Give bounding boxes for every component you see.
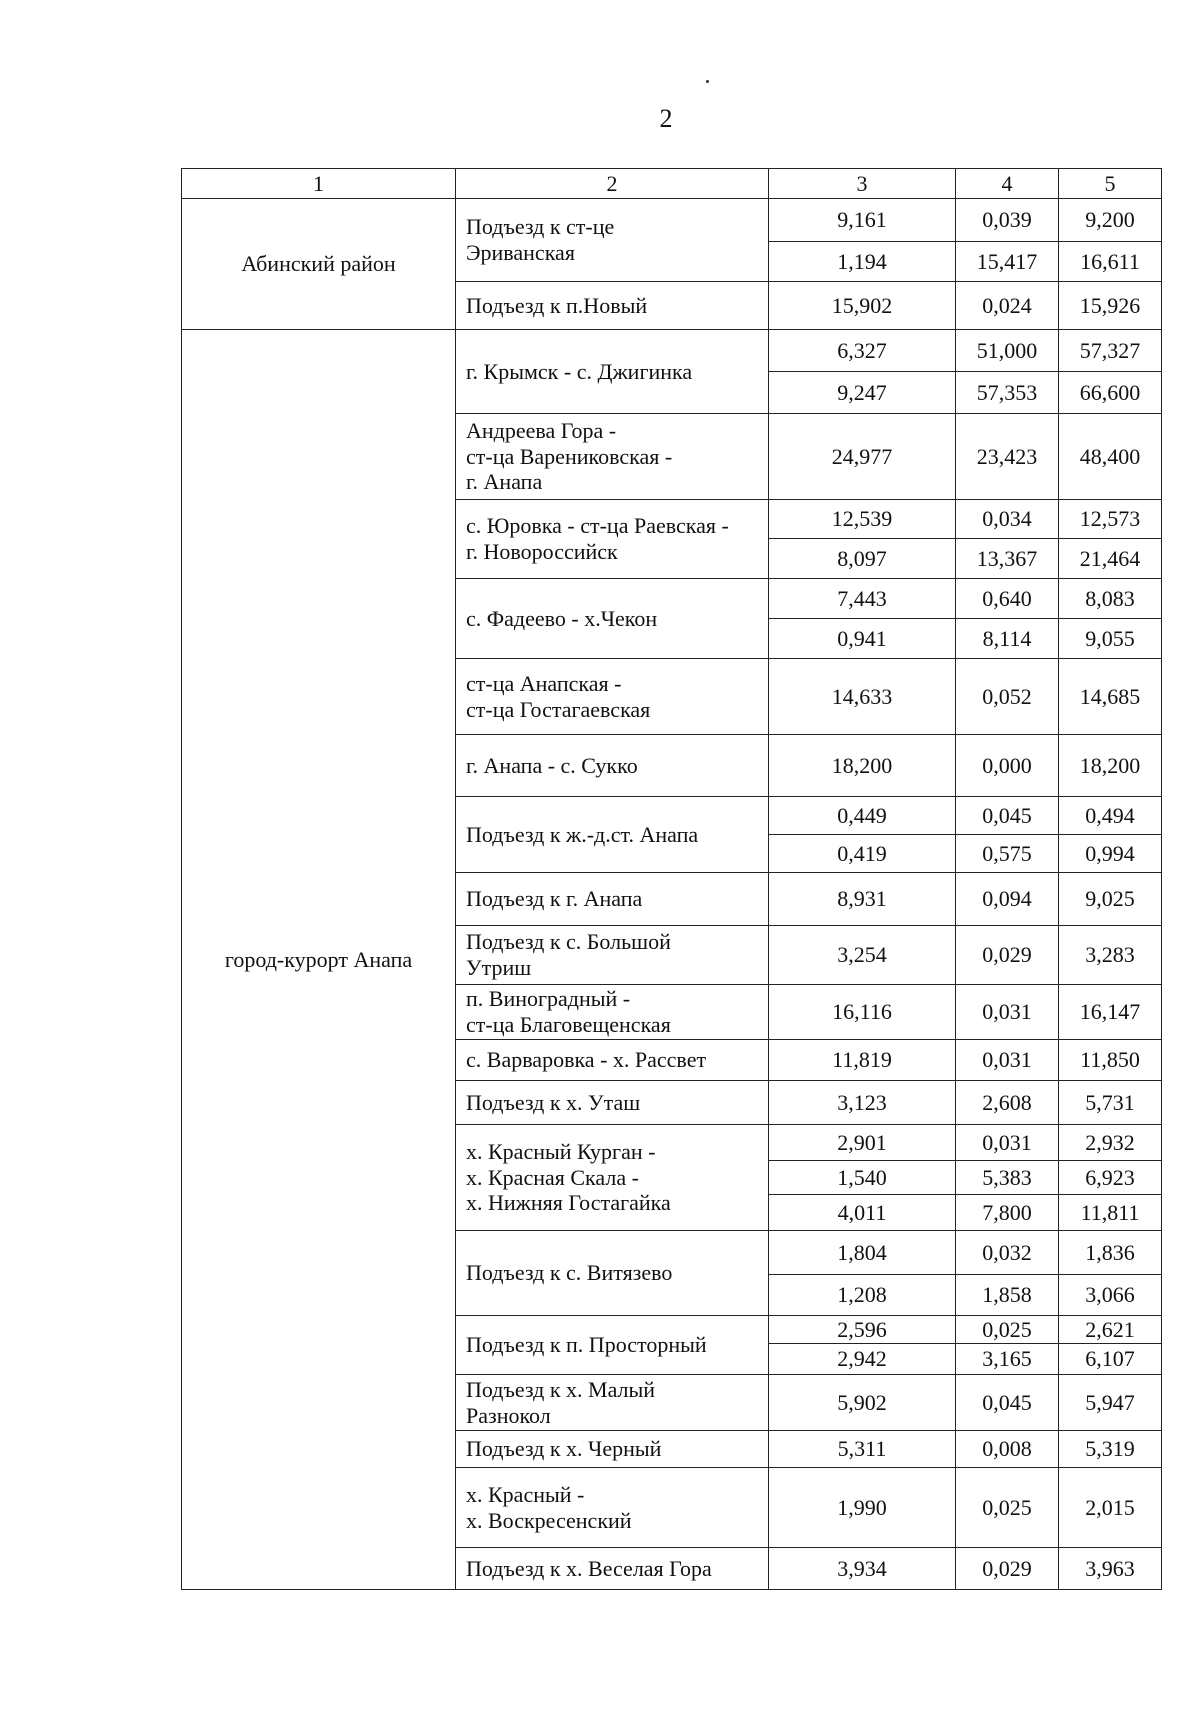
value-cell: 66,600 — [1059, 372, 1162, 414]
value-cell: 0,034 — [956, 500, 1059, 539]
value-cell: 2,932 — [1059, 1125, 1162, 1161]
table-row — [182, 330, 1162, 372]
value-cell: 0,941 — [769, 619, 956, 659]
value-cell: 8,097 — [769, 539, 956, 579]
value-cell: 2,621 — [1059, 1316, 1162, 1344]
value-cell: 2,608 — [956, 1081, 1059, 1125]
value-cell: 9,161 — [769, 199, 956, 242]
value-cell: 1,208 — [769, 1275, 956, 1316]
value-cell: 18,200 — [1059, 735, 1162, 797]
value-cell: 9,025 — [1059, 873, 1162, 926]
road-name: ст-ца Анапская - ст-ца Гостагаевская — [456, 659, 769, 735]
value-cell: 5,311 — [769, 1431, 956, 1468]
value-cell: 0,031 — [956, 1040, 1059, 1081]
header-row — [182, 169, 1162, 199]
value-cell: 9,200 — [1059, 199, 1162, 242]
value-cell: 21,464 — [1059, 539, 1162, 579]
value-cell: 57,327 — [1059, 330, 1162, 372]
road-name: Подъезд к с. Большой Утриш — [456, 926, 769, 985]
value-cell: 9,055 — [1059, 619, 1162, 659]
value-cell: 2,901 — [769, 1125, 956, 1161]
road-name: х. Красный Курган - х. Красная Скала - х. Нижняя Гостагайка — [456, 1125, 769, 1231]
value-cell: 3,066 — [1059, 1275, 1162, 1316]
value-cell: 0,024 — [956, 282, 1059, 330]
road-name: с. Юровка - ст-ца Раевская - г. Новороссийск — [456, 500, 769, 579]
value-cell: 13,367 — [956, 539, 1059, 579]
value-cell: 24,977 — [769, 414, 956, 500]
value-cell: 4,011 — [769, 1195, 956, 1231]
value-cell: 57,353 — [956, 372, 1059, 414]
value-cell: 5,731 — [1059, 1081, 1162, 1125]
value-cell: 0,025 — [956, 1468, 1059, 1548]
value-cell: 51,000 — [956, 330, 1059, 372]
road-name: Подъезд к х. Уташ — [456, 1081, 769, 1125]
value-cell: 8,931 — [769, 873, 956, 926]
value-cell: 2,596 — [769, 1316, 956, 1344]
value-cell: 8,083 — [1059, 579, 1162, 619]
road-name: Подъезд к х. Черный — [456, 1431, 769, 1468]
value-cell: 3,254 — [769, 926, 956, 985]
value-cell: 1,194 — [769, 242, 956, 282]
value-cell: 0,008 — [956, 1431, 1059, 1468]
scan-dot — [706, 80, 709, 83]
value-cell: 11,819 — [769, 1040, 956, 1081]
header-cell: 5 — [1059, 169, 1162, 199]
value-cell: 8,114 — [956, 619, 1059, 659]
value-cell: 6,107 — [1059, 1344, 1162, 1375]
value-cell: 23,423 — [956, 414, 1059, 500]
road-name: с. Варваровка - х. Рассвет — [456, 1040, 769, 1081]
value-cell: 5,383 — [956, 1161, 1059, 1195]
value-cell: 0,000 — [956, 735, 1059, 797]
header-cell: 3 — [769, 169, 956, 199]
road-name: Андреева Гора - ст-ца Варениковская - г. Анапа — [456, 414, 769, 500]
value-cell: 0,640 — [956, 579, 1059, 619]
road-name: п. Виноградный - ст-ца Благовещенская — [456, 985, 769, 1040]
road-name: г. Крымск - с. Джигинка — [456, 330, 769, 414]
value-cell: 0,052 — [956, 659, 1059, 735]
value-cell: 0,032 — [956, 1231, 1059, 1275]
region-name: город-курорт Анапа — [182, 330, 456, 1590]
region-name: Абинский район — [182, 199, 456, 330]
value-cell: 0,419 — [769, 835, 956, 873]
value-cell: 3,123 — [769, 1081, 956, 1125]
road-name: Подъезд к ж.-д.ст. Анапа — [456, 797, 769, 873]
value-cell: 9,247 — [769, 372, 956, 414]
value-cell: 0,039 — [956, 199, 1059, 242]
value-cell: 0,994 — [1059, 835, 1162, 873]
value-cell: 2,015 — [1059, 1468, 1162, 1548]
value-cell: 0,029 — [956, 1548, 1059, 1590]
value-cell: 3,283 — [1059, 926, 1162, 985]
road-name: с. Фадеево - х.Чекон — [456, 579, 769, 659]
value-cell: 0,575 — [956, 835, 1059, 873]
value-cell: 16,116 — [769, 985, 956, 1040]
value-cell: 15,926 — [1059, 282, 1162, 330]
value-cell: 1,540 — [769, 1161, 956, 1195]
value-cell: 1,836 — [1059, 1231, 1162, 1275]
value-cell: 14,633 — [769, 659, 956, 735]
value-cell: 14,685 — [1059, 659, 1162, 735]
value-cell: 0,029 — [956, 926, 1059, 985]
road-name: Подъезд к х. Веселая Гора — [456, 1548, 769, 1590]
value-cell: 0,031 — [956, 985, 1059, 1040]
value-cell: 11,850 — [1059, 1040, 1162, 1081]
value-cell: 0,031 — [956, 1125, 1059, 1161]
table-row — [182, 199, 1162, 242]
value-cell: 7,800 — [956, 1195, 1059, 1231]
header-cell: 2 — [456, 169, 769, 199]
value-cell: 3,934 — [769, 1548, 956, 1590]
value-cell: 3,165 — [956, 1344, 1059, 1375]
road-name: Подъезд к п. Просторный — [456, 1316, 769, 1375]
value-cell: 1,804 — [769, 1231, 956, 1275]
road-name: г. Анапа - с. Сукко — [456, 735, 769, 797]
value-cell: 0,045 — [956, 797, 1059, 835]
value-cell: 3,963 — [1059, 1548, 1162, 1590]
value-cell: 15,417 — [956, 242, 1059, 282]
value-cell: 0,449 — [769, 797, 956, 835]
value-cell: 0,494 — [1059, 797, 1162, 835]
value-cell: 12,539 — [769, 500, 956, 539]
road-name: х. Красный - х. Воскресенский — [456, 1468, 769, 1548]
value-cell: 18,200 — [769, 735, 956, 797]
roads-table-body — [182, 169, 1162, 1590]
value-cell: 5,902 — [769, 1375, 956, 1431]
roads-table — [181, 168, 1162, 1590]
value-cell: 6,923 — [1059, 1161, 1162, 1195]
value-cell: 11,811 — [1059, 1195, 1162, 1231]
road-name: Подъезд к ст-це Эриванская — [456, 199, 769, 282]
road-name: Подъезд к г. Анапа — [456, 873, 769, 926]
value-cell: 15,902 — [769, 282, 956, 330]
value-cell: 5,319 — [1059, 1431, 1162, 1468]
header-cell: 4 — [956, 169, 1059, 199]
value-cell: 48,400 — [1059, 414, 1162, 500]
header-cell: 1 — [182, 169, 456, 199]
value-cell: 0,025 — [956, 1316, 1059, 1344]
value-cell: 6,327 — [769, 330, 956, 372]
page-number: 2 — [659, 104, 673, 133]
value-cell: 0,045 — [956, 1375, 1059, 1431]
value-cell: 5,947 — [1059, 1375, 1162, 1431]
value-cell: 16,611 — [1059, 242, 1162, 282]
value-cell: 1,990 — [769, 1468, 956, 1548]
value-cell: 7,443 — [769, 579, 956, 619]
road-name: Подъезд к п.Новый — [456, 282, 769, 330]
value-cell: 2,942 — [769, 1344, 956, 1375]
value-cell: 16,147 — [1059, 985, 1162, 1040]
road-name: Подъезд к х. Малый Разнокол — [456, 1375, 769, 1431]
road-name: Подъезд к с. Витязево — [456, 1231, 769, 1316]
value-cell: 12,573 — [1059, 500, 1162, 539]
value-cell: 0,094 — [956, 873, 1059, 926]
value-cell: 1,858 — [956, 1275, 1059, 1316]
